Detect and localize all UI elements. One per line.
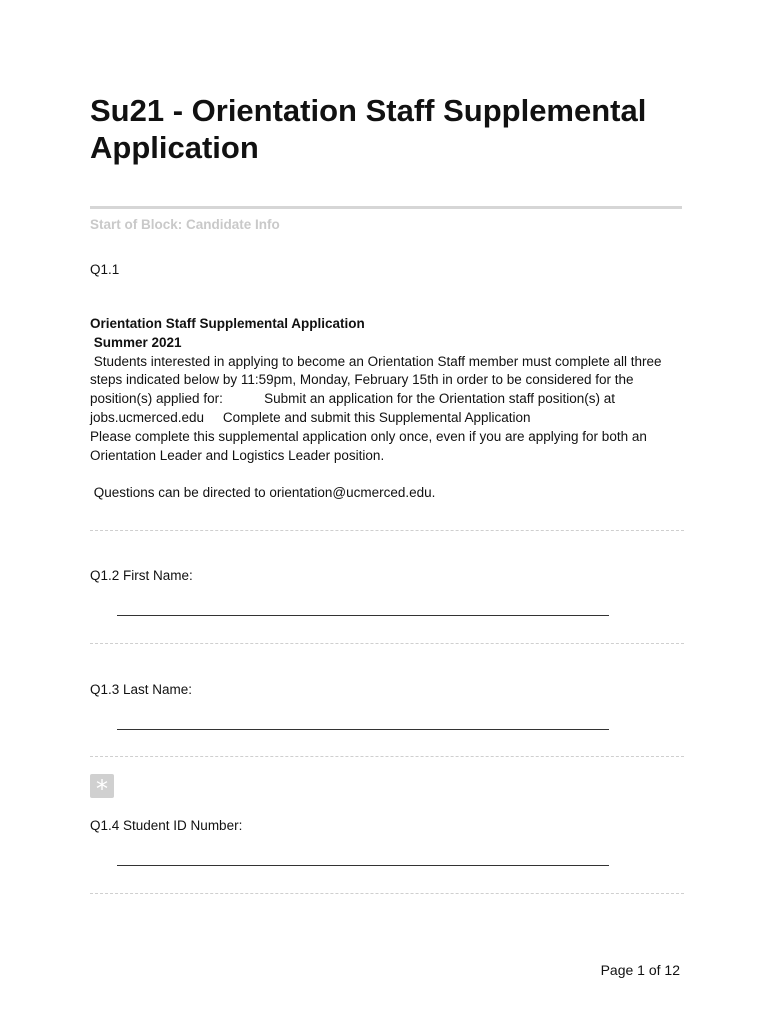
intro-heading: Orientation Staff Supplemental Application xyxy=(90,316,365,331)
question-label-last-name: Q1.3 Last Name: xyxy=(90,682,193,697)
document-title: Su21 - Orientation Staff Supplemental Application xyxy=(90,93,647,165)
intro-subheading: Summer 2021 xyxy=(90,334,182,350)
last-name-answer-line[interactable] xyxy=(117,729,609,730)
asterisk-icon: * xyxy=(90,774,114,798)
intro-line: jobs.ucmerced.edu Complete and submit this Supplemental Application xyxy=(90,409,531,425)
intro-line: Orientation Leader and Logistics Leader position. xyxy=(90,447,385,463)
block-start-label: Start of Block: Candidate Info xyxy=(90,217,280,232)
question-label-student-id: Q1.4 Student ID Number: xyxy=(90,818,243,833)
intro-line: Students interested in applying to become an Orientation Staff member must complete all three xyxy=(90,353,662,369)
question-number-q1-1: Q1.1 xyxy=(90,262,120,277)
question-label-first-name: Q1.2 First Name: xyxy=(90,568,193,583)
question-text-q1-1 xyxy=(90,315,686,503)
page-number: Page 1 of 12 xyxy=(600,962,680,978)
block-divider xyxy=(90,206,682,209)
question-divider xyxy=(90,530,684,531)
first-name-answer-line[interactable] xyxy=(117,615,609,616)
intro-line: Please complete this supplemental application only once, even if you are applying for both an xyxy=(90,428,647,444)
intro-line: steps indicated below by 11:59pm, Monday, February 15th in order to be considered for the xyxy=(90,372,634,388)
intro-contact: Questions can be directed to orientation@ucmerced.edu. xyxy=(90,485,436,501)
question-divider xyxy=(90,756,684,757)
question-divider xyxy=(90,893,684,894)
intro-line: position(s) applied for: Submit an application for the Orientation staff position(s) at xyxy=(90,391,616,407)
question-divider xyxy=(90,643,684,644)
student-id-answer-line[interactable] xyxy=(117,865,609,866)
